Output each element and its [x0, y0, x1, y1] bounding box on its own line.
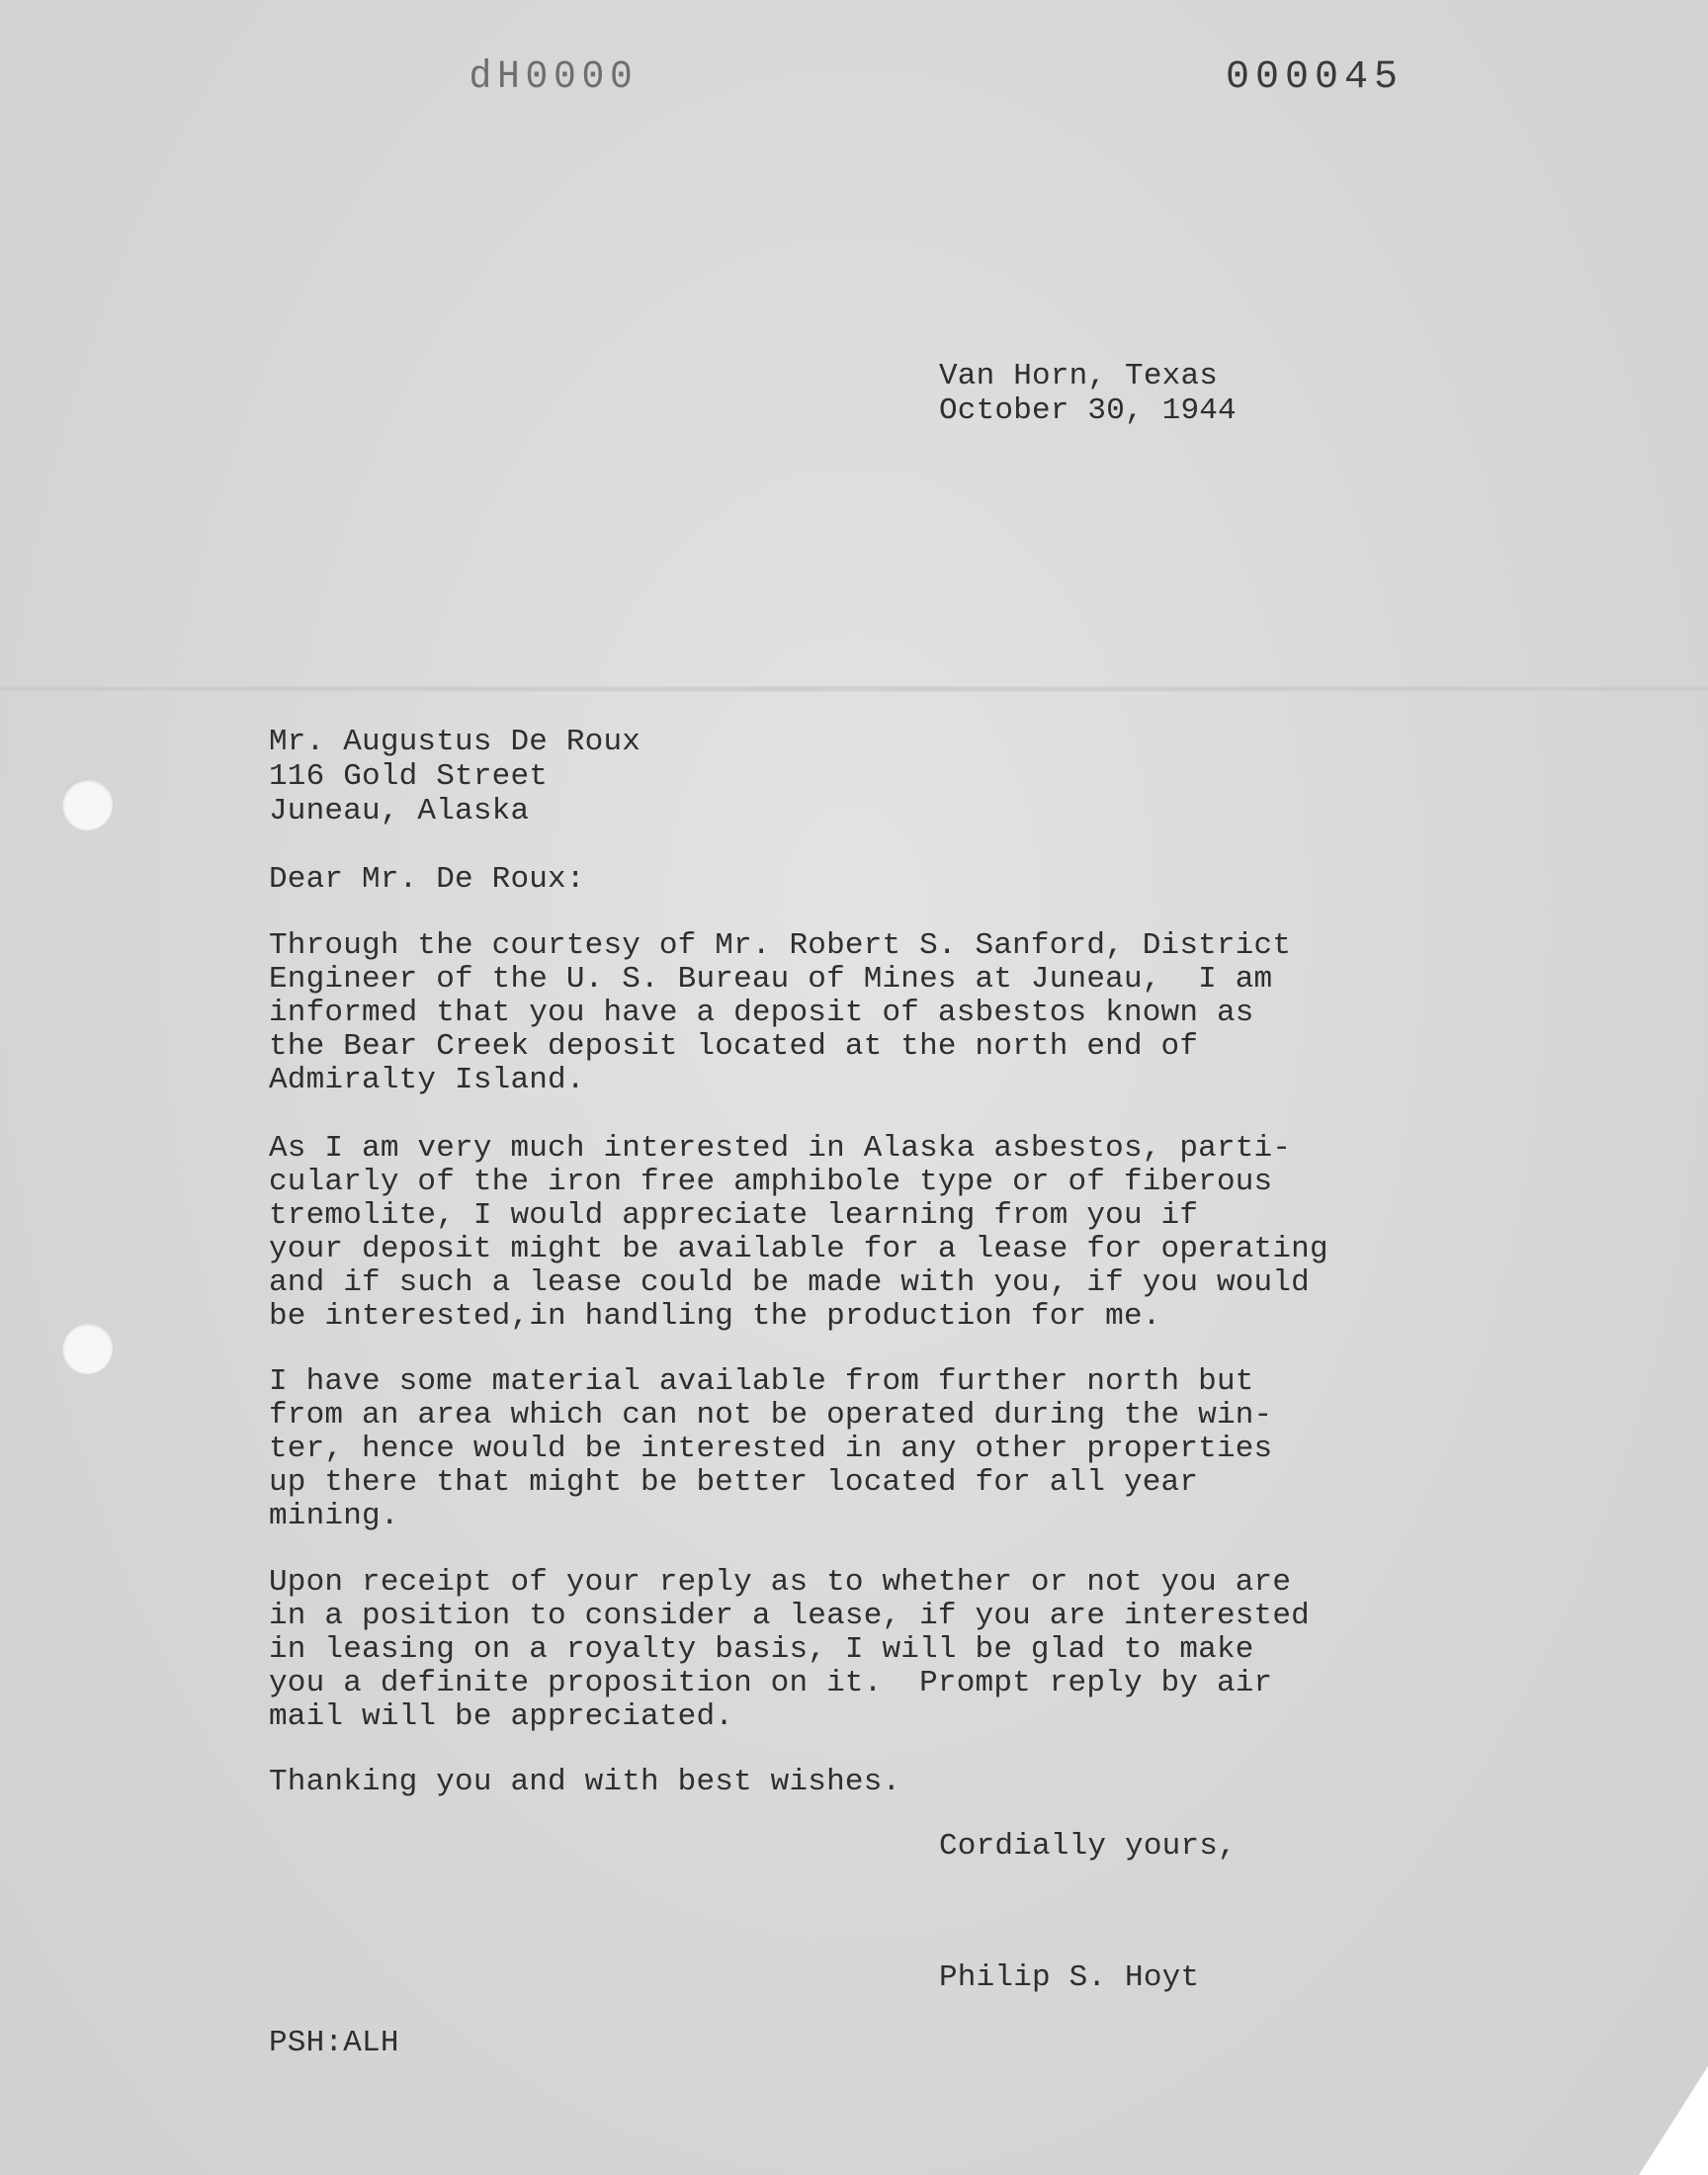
- body-line: Admiralty Island.: [269, 1063, 585, 1097]
- punch-hole-bottom: [61, 1323, 113, 1374]
- punch-hole-top: [61, 779, 113, 830]
- body-paragraph-3: [269, 1365, 1272, 1533]
- body-line: As I am very much interested in Alaska asbestos, parti-: [269, 1131, 1292, 1166]
- body-line: in leasing on a royalty basis, I will be glad to make: [269, 1632, 1254, 1667]
- body-line: Engineer of the U. S. Bureau of Mines at Juneau, I am: [269, 962, 1273, 997]
- body-line: be interested,in handling the production for me.: [269, 1299, 1161, 1334]
- letter-date: October 30, 1944: [939, 393, 1237, 428]
- body-line: from an area which can not be operated during the win-: [269, 1398, 1273, 1433]
- body-line: Through the courtesy of Mr. Robert S. Sanford, District: [269, 928, 1292, 963]
- body-line: the Bear Creek deposit located at the north end of: [269, 1029, 1199, 1064]
- body-line: tremolite, I would appreciate learning from you if: [269, 1198, 1199, 1233]
- paper-fold: [0, 686, 1708, 692]
- body-line: you a definite proposition on it. Prompt reply by air: [269, 1666, 1273, 1700]
- body-line: mining.: [269, 1499, 399, 1533]
- body-line: mail will be appreciated.: [269, 1699, 734, 1734]
- body-line: up there that might be better located for all year: [269, 1465, 1199, 1500]
- closing: Cordially yours,: [939, 1829, 1237, 1864]
- recipient-name: Mr. Augustus De Roux: [269, 725, 641, 759]
- recipient-city: Juneau, Alaska: [269, 794, 530, 828]
- body-paragraph-4: [269, 1566, 1310, 1734]
- body-line: I have some material available from further north but: [269, 1364, 1254, 1399]
- body-line: cularly of the iron free amphibole type or of fiberous: [269, 1165, 1273, 1199]
- page-number-stamp: 000045: [1226, 55, 1405, 100]
- body-line: ter, hence would be interested in any other properties: [269, 1432, 1273, 1466]
- salutation: Dear Mr. De Roux:: [269, 862, 585, 897]
- faded-number-stamp: dH0000: [469, 55, 639, 100]
- body-line: your deposit might be available for a lease for operating: [269, 1232, 1328, 1266]
- reference-initials: PSH:ALH: [269, 2026, 399, 2060]
- letter-place: Van Horn, Texas: [939, 359, 1219, 393]
- body-line: Upon receipt of your reply as to whether or not you are: [269, 1565, 1292, 1600]
- body-paragraph-5: [269, 1766, 900, 1799]
- body-paragraph-1: [269, 929, 1291, 1097]
- recipient-street: 116 Gold Street: [269, 759, 549, 794]
- body-paragraph-2: [269, 1132, 1328, 1334]
- body-line: in a position to consider a lease, if you are interested: [269, 1599, 1310, 1633]
- torn-corner: [1639, 2066, 1708, 2175]
- body-line: and if such a lease could be made with you, if you would: [269, 1265, 1310, 1300]
- body-line: Thanking you and with best wishes.: [269, 1765, 901, 1799]
- signature-name: Philip S. Hoyt: [939, 1960, 1200, 1995]
- body-line: informed that you have a deposit of asbestos known as: [269, 996, 1254, 1030]
